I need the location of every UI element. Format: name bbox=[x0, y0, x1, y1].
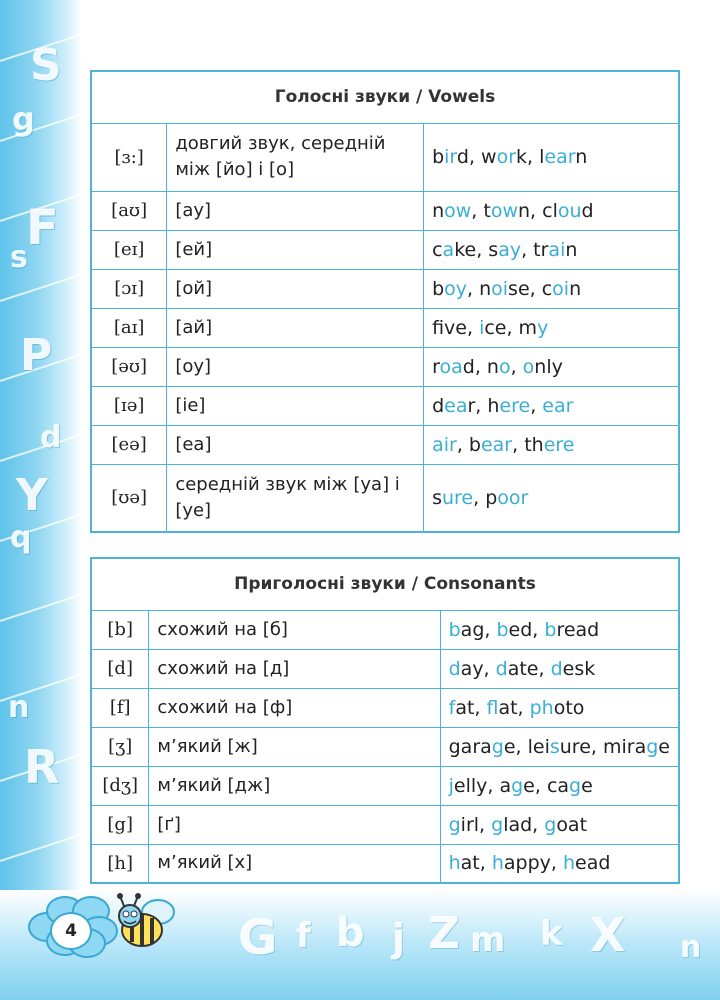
example-text: , n bbox=[467, 277, 492, 300]
phonetic-symbol: [dʒ] bbox=[91, 766, 149, 805]
highlighted-letters: or bbox=[496, 146, 517, 168]
highlighted-letters: i bbox=[479, 316, 485, 339]
phonetic-symbol: [f] bbox=[91, 688, 149, 727]
sound-description: [оу] bbox=[167, 347, 424, 386]
sound-description: [іе] bbox=[167, 386, 424, 425]
highlighted-letters: ere bbox=[499, 394, 531, 417]
highlighted-letters: a bbox=[442, 238, 455, 261]
example-text: c bbox=[432, 238, 443, 261]
table-row bbox=[91, 727, 679, 766]
example-text: , th bbox=[512, 433, 544, 456]
highlighted-letters: d bbox=[550, 657, 563, 680]
example-text: , tr bbox=[521, 238, 549, 261]
phonetic-symbol: [h] bbox=[91, 844, 149, 883]
example-text: , b bbox=[456, 433, 481, 456]
vowels-table bbox=[90, 70, 680, 533]
highlighted-letters: ai bbox=[548, 238, 566, 261]
phonetic-symbol: [ɔɪ] bbox=[91, 269, 167, 308]
example-text: ure, mira bbox=[559, 735, 647, 758]
highlighted-letters: g bbox=[448, 813, 461, 836]
phonetic-symbol: [aʊ] bbox=[91, 191, 167, 230]
example-words bbox=[440, 610, 679, 649]
sound-description: схожий на [ф] bbox=[149, 688, 440, 727]
example-text: r, h bbox=[467, 394, 500, 417]
table-row bbox=[91, 386, 679, 425]
example-text: e bbox=[658, 735, 670, 758]
decor-letter: b bbox=[336, 910, 365, 956]
decor-letter: n bbox=[8, 690, 30, 725]
example-text: esk bbox=[562, 657, 596, 680]
example-words bbox=[424, 308, 679, 347]
sound-description: м’який [ж] bbox=[149, 727, 440, 766]
example-text: , bbox=[510, 355, 523, 378]
table-title-row bbox=[91, 558, 679, 610]
sound-description: [еа] bbox=[167, 425, 424, 464]
highlighted-letters: b bbox=[544, 618, 557, 641]
table-row bbox=[91, 805, 679, 844]
example-text: s bbox=[432, 486, 442, 509]
highlighted-letters: ou bbox=[557, 199, 582, 222]
example-words bbox=[440, 688, 679, 727]
highlighted-letters: oi bbox=[491, 277, 509, 300]
sound-description: [ай] bbox=[167, 308, 424, 347]
example-text: d, w bbox=[456, 146, 497, 168]
example-words bbox=[424, 425, 679, 464]
left-decorative-border bbox=[0, 0, 82, 1000]
example-text: appy, bbox=[503, 852, 563, 875]
example-words bbox=[424, 123, 679, 191]
highlighted-letters: b bbox=[496, 618, 509, 641]
example-text: d bbox=[581, 199, 594, 222]
example-words bbox=[440, 727, 679, 766]
phonetic-symbol: [eɪ] bbox=[91, 230, 167, 269]
table-row bbox=[91, 123, 679, 191]
highlighted-letters: ay bbox=[498, 238, 522, 261]
highlighted-letters: y bbox=[537, 316, 549, 339]
decor-letter: Y bbox=[16, 470, 48, 521]
example-text: e, ca bbox=[523, 774, 570, 797]
example-words bbox=[424, 386, 679, 425]
highlighted-letters: j bbox=[448, 774, 454, 797]
highlighted-letters: air bbox=[432, 433, 457, 456]
sound-description: [ау] bbox=[167, 191, 424, 230]
phonetic-symbol: [ʒ] bbox=[91, 727, 149, 766]
example-words bbox=[440, 844, 679, 883]
highlighted-letters: g bbox=[511, 774, 524, 797]
highlighted-letters: ir bbox=[444, 146, 457, 168]
decor-letter: Z bbox=[428, 908, 460, 959]
phonetic-symbol: [g] bbox=[91, 805, 149, 844]
bee-icon bbox=[108, 890, 184, 960]
example-text: lad, bbox=[503, 813, 545, 836]
example-text: read bbox=[556, 618, 600, 641]
sound-description: схожий на [д] bbox=[149, 649, 440, 688]
example-text: b bbox=[432, 146, 445, 168]
decor-letter: n bbox=[680, 930, 702, 965]
sound-description: [ой] bbox=[167, 269, 424, 308]
example-text: d, n bbox=[462, 355, 499, 378]
example-words bbox=[440, 649, 679, 688]
decor-letter: d bbox=[40, 420, 62, 455]
sound-description: [ей] bbox=[167, 230, 424, 269]
highlighted-letters: h bbox=[562, 852, 576, 875]
highlighted-letters: oi bbox=[552, 277, 570, 300]
example-text: n bbox=[575, 146, 588, 168]
example-text: oto bbox=[553, 696, 585, 719]
consonants-title: Приголосні звуки / Consonants bbox=[91, 558, 679, 610]
sound-description: [ґ] bbox=[149, 805, 440, 844]
decor-letter: g bbox=[12, 100, 35, 138]
example-text: , bbox=[530, 394, 543, 417]
example-text: ke, s bbox=[454, 238, 499, 261]
example-words bbox=[424, 269, 679, 308]
highlighted-letters: h bbox=[491, 852, 504, 875]
highlighted-letters: ow bbox=[444, 199, 472, 222]
highlighted-letters: ea bbox=[444, 394, 468, 417]
highlighted-letters: ow bbox=[490, 199, 518, 222]
example-text: n, cl bbox=[518, 199, 558, 222]
table-row bbox=[91, 347, 679, 386]
example-text: ed, bbox=[508, 618, 545, 641]
highlighted-letters: g bbox=[569, 774, 582, 797]
decor-letter: S bbox=[30, 40, 62, 91]
highlighted-letters: f bbox=[448, 696, 456, 719]
table-row bbox=[91, 308, 679, 347]
highlighted-letters: g bbox=[491, 735, 504, 758]
example-text: k, l bbox=[516, 146, 545, 168]
example-text: nly bbox=[534, 355, 563, 378]
decor-letter: j bbox=[392, 916, 406, 960]
decor-letter: F bbox=[26, 200, 59, 256]
example-words bbox=[440, 766, 679, 805]
example-words bbox=[424, 347, 679, 386]
highlighted-letters: d bbox=[495, 657, 508, 680]
highlighted-letters: o bbox=[498, 355, 511, 378]
highlighted-letters: f bbox=[486, 696, 499, 719]
table-row bbox=[91, 269, 679, 308]
highlighted-letters: g bbox=[646, 735, 659, 758]
vowels-title: Голосні звуки / Vowels bbox=[91, 71, 679, 123]
decor-letter: X bbox=[590, 908, 626, 962]
consonants-table bbox=[90, 557, 680, 884]
example-text: oat bbox=[556, 813, 588, 836]
highlighted-letters: g bbox=[491, 813, 504, 836]
table-row bbox=[91, 230, 679, 269]
decor-letter: s bbox=[10, 240, 28, 275]
example-text: ag, bbox=[460, 618, 497, 641]
highlighted-letters: o bbox=[522, 355, 535, 378]
decor-letter: m bbox=[470, 920, 506, 960]
highlighted-letters: ear bbox=[544, 146, 576, 168]
table-title-row bbox=[91, 71, 679, 123]
phonetic-symbol: [aɪ] bbox=[91, 308, 167, 347]
highlighted-letters: oy bbox=[444, 277, 468, 300]
phonetic-symbol: [d] bbox=[91, 649, 149, 688]
highlighted-letters: d bbox=[448, 657, 461, 680]
sound-description: середній звук між [уа] і [уе] bbox=[167, 464, 424, 532]
highlighted-letters: b bbox=[448, 618, 461, 641]
example-text: , p bbox=[473, 486, 498, 509]
example-words bbox=[424, 230, 679, 269]
highlighted-letters: ere bbox=[543, 433, 575, 456]
highlighted-letters: s bbox=[549, 735, 560, 758]
example-text: e, lei bbox=[503, 735, 550, 758]
example-text: ve, bbox=[444, 316, 480, 339]
example-words bbox=[424, 191, 679, 230]
sound-description: схожий на [б] bbox=[149, 610, 440, 649]
highlighted-letters: g bbox=[544, 813, 557, 836]
decor-letter: f bbox=[296, 916, 311, 956]
example-text: e bbox=[581, 774, 593, 797]
sound-description: м’який [дж] bbox=[149, 766, 440, 805]
decor-letter: P bbox=[20, 330, 53, 381]
example-text: , t bbox=[471, 199, 491, 222]
example-text: f bbox=[432, 316, 445, 339]
table-row bbox=[91, 688, 679, 727]
example-text: gara bbox=[448, 735, 492, 758]
example-text: n bbox=[432, 199, 445, 222]
table-row bbox=[91, 464, 679, 532]
page-number: 4 bbox=[50, 912, 92, 950]
highlighted-letters: ear bbox=[542, 394, 574, 417]
example-text: se, c bbox=[508, 277, 553, 300]
table-row bbox=[91, 766, 679, 805]
sound-description: довгий звук, середній між [йо] і [о] bbox=[167, 123, 424, 191]
example-text: at, bbox=[455, 696, 487, 719]
table-row bbox=[91, 610, 679, 649]
example-text: at, bbox=[460, 852, 492, 875]
sound-description: м’який [х] bbox=[149, 844, 440, 883]
example-text: ay, bbox=[460, 657, 496, 680]
decor-letter: q bbox=[10, 520, 32, 555]
highlighted-letters: ear bbox=[480, 433, 513, 456]
highlighted-letters: oor bbox=[497, 486, 529, 509]
example-text: lat, bbox=[498, 696, 530, 719]
phonetic-symbol: [ʊə] bbox=[91, 464, 167, 532]
highlighted-letters: ph bbox=[529, 696, 554, 719]
example-words bbox=[424, 464, 679, 532]
table-row bbox=[91, 649, 679, 688]
highlighted-letters: h bbox=[448, 852, 461, 875]
example-text: ate, bbox=[507, 657, 551, 680]
table-row bbox=[91, 191, 679, 230]
highlighted-letters: oa bbox=[439, 355, 463, 378]
phonetic-symbol: [ɜ:] bbox=[91, 123, 167, 191]
example-words bbox=[440, 805, 679, 844]
decor-letter: G bbox=[238, 910, 278, 966]
decor-letter: R bbox=[24, 740, 60, 794]
example-text: n bbox=[565, 238, 578, 261]
highlighted-letters: ure bbox=[441, 486, 474, 509]
phonetic-symbol: [ɪə] bbox=[91, 386, 167, 425]
example-text: d bbox=[432, 394, 445, 417]
example-text: elly, a bbox=[453, 774, 512, 797]
table-row bbox=[91, 844, 679, 883]
phonetic-symbol: [b] bbox=[91, 610, 149, 649]
example-text: irl, bbox=[460, 813, 492, 836]
example-text: ce, m bbox=[484, 316, 538, 339]
example-text: ead bbox=[575, 852, 611, 875]
table-row bbox=[91, 425, 679, 464]
example-text: n bbox=[569, 277, 582, 300]
example-text: b bbox=[432, 277, 445, 300]
phonetic-symbol: [eə] bbox=[91, 425, 167, 464]
phonetic-symbol: [əʊ] bbox=[91, 347, 167, 386]
decor-letter: k bbox=[540, 914, 563, 954]
example-text: r bbox=[432, 355, 440, 378]
